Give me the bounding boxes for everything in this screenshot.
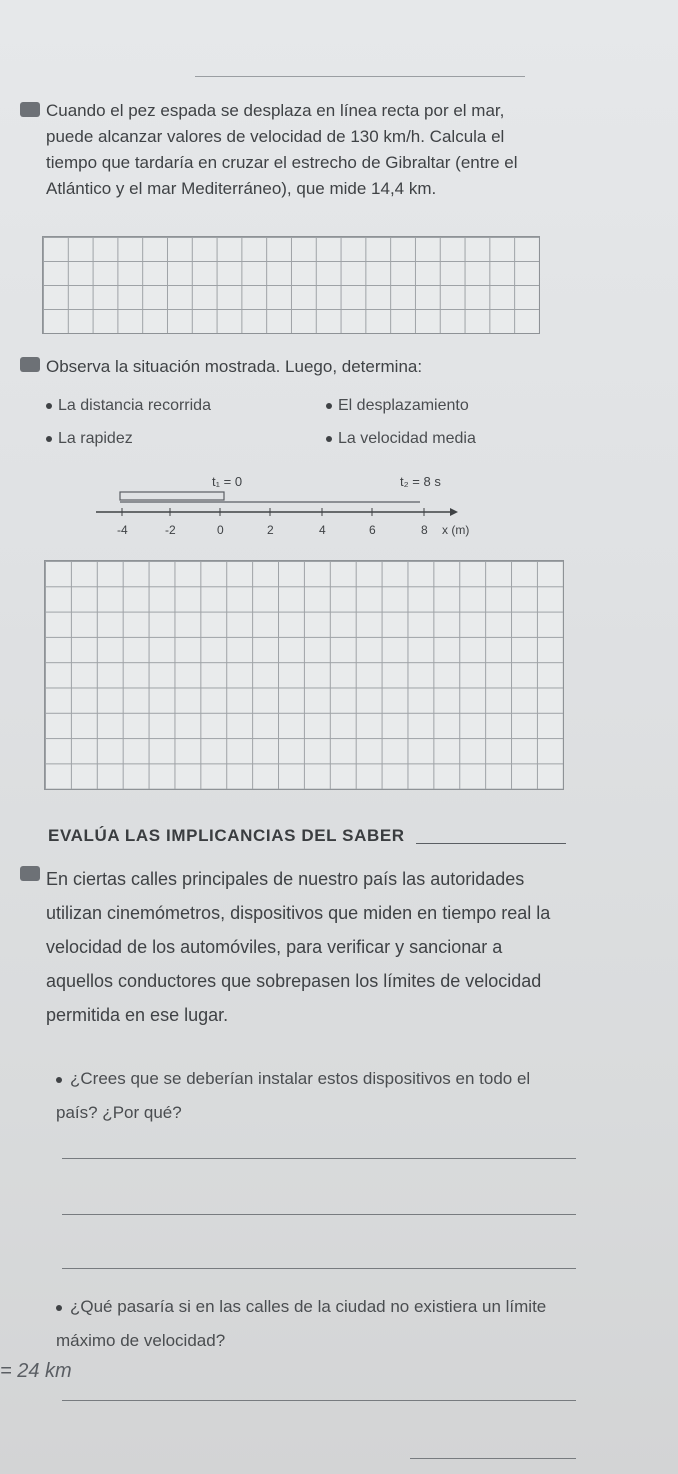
exercise-3-text: En ciertas calles principales de nuestro país las autoridades utilizan cinemómetros, dispositivos que miden en tiempo real la velocidad de los automóviles, para verificar y sancionar a aquellos conductores que sobrepasen los límites de velocidad permitida en ese lugar. [46,869,551,1025]
answer-line[interactable] [62,1400,576,1401]
section-title-line [416,843,566,844]
bullet-dot [56,1077,62,1083]
tick-label: -4 [117,523,128,537]
axis-arrow [450,508,458,516]
top-divider [195,76,525,77]
bullet-dot [56,1305,62,1311]
item-distancia: La distancia recorrida [58,397,211,414]
exercise-marker [20,866,40,881]
bullet-dot [46,403,52,409]
bullet-velocidad-media [326,430,476,448]
answer-grid-1 [42,236,540,334]
answer-line[interactable] [410,1458,576,1459]
exercise-marker [20,102,40,117]
axis-label: x (m) [442,523,470,537]
question-2 [56,1290,596,1358]
tick-label: 6 [369,523,376,537]
question-1-text: ¿Crees que se deberían instalar estos dispositivos en todo el país? ¿Por qué? [56,1069,531,1122]
tick-label: 2 [267,523,274,537]
tick-label: 8 [421,523,428,537]
question-2-text: ¿Qué pasaría si en las calles de la ciudad no existiera un límite máximo de velocidad? [56,1297,547,1350]
bullet-dot [46,436,52,442]
item-velocidad-media: La velocidad media [338,430,476,447]
bullet-dot [326,436,332,442]
tick-label: 4 [319,523,326,537]
bullet-rapidez [46,430,133,448]
answer-line[interactable] [62,1268,576,1269]
bullet-distancia [46,397,211,415]
item-desplazamiento: El desplazamiento [338,397,469,414]
answer-line[interactable] [62,1158,576,1159]
bullet-desplazamiento [326,397,469,415]
tick-label: 0 [217,523,224,537]
bullet-dot [326,403,332,409]
exercise-marker [20,357,40,372]
fish-at-start [120,492,224,500]
tick-label: -2 [165,523,176,537]
handwritten-note: = 24 km [0,1360,72,1382]
section-title: EVALÚA LAS IMPLICANCIAS DEL SABER [48,826,405,845]
t1-label: t₁ = 0 [212,474,243,489]
answer-line[interactable] [62,1214,576,1215]
t2-label: t₂ = 8 s [400,474,441,489]
answer-grid-2 [44,560,564,790]
item-rapidez: La rapidez [58,430,133,447]
motion-diagram [90,470,510,550]
exercise-2-intro: Observa la situación mostrada. Luego, determina: [46,357,423,376]
exercise-1-text: Cuando el pez espada se desplaza en línea recta por el mar, puede alcanzar valores de velocidad de 130 km/h. Calcula el tiempo que tardaría en cruzar el estrecho de Gibraltar (entre el Atlántico y el mar Mediterráneo), que mide 14,4 km. [46,101,518,198]
question-1 [56,1062,556,1130]
